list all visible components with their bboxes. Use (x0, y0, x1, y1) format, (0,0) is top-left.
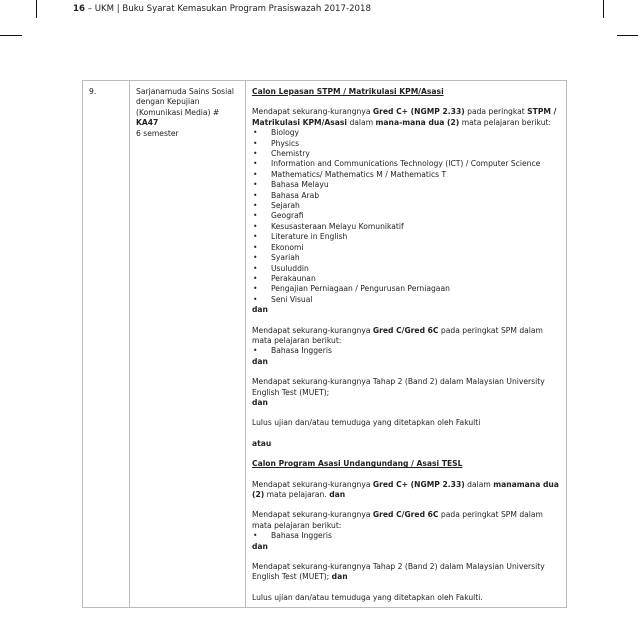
program-name: Sarjanamuda Sains Sosial dengan Kepujian (Komunikasi Media) # (136, 87, 234, 117)
stpm-muet: Mendapat sekurang-kurangnya Tahap 2 (Band 2) dalam Malaysian University English Test (MUET); (252, 377, 545, 397)
asasi-spm-subject-list (252, 531, 561, 541)
list-item: • Mathematics/ Mathematics M / Mathematics T (252, 170, 561, 180)
row-number-cell (83, 81, 130, 608)
stpm-requirement-1: Mendapat sekurang-kurangnya Gred C+ (NGMP 2.33) pada peringkat STPM / Matrikulasi KPM/Asasi dalam mana-mana dua (2) mata pelajaran berikut: (252, 107, 557, 127)
crop-mark-top-left (36, 0, 37, 18)
program-cell (130, 81, 246, 608)
program-duration: 6 semester (136, 128, 179, 138)
stpm-spm-subject-list (252, 346, 561, 356)
list-item: • Chemistry (252, 149, 561, 159)
page-number: 16 (73, 4, 85, 14)
list-item: • Bahasa Inggeris (252, 346, 561, 356)
program-code: KA47 (136, 118, 159, 128)
list-item: • Pengajian Perniagaan / Pengurusan Perniagaan (252, 284, 561, 294)
crop-mark-left (0, 35, 22, 36)
crop-mark-top-right (603, 0, 604, 18)
atau-label: atau (252, 438, 272, 448)
list-item: • Sejarah (252, 201, 561, 211)
list-item: • Geografi (252, 211, 561, 221)
page-header-title: – UKM | Buku Syarat Kemasukan Program Prasiswazah 2017-2018 (87, 4, 371, 14)
requirements-table (82, 80, 567, 608)
list-item: • Seni Visual (252, 295, 561, 305)
asasi-interview: Lulus ujian dan/atau temuduga yang ditetapkan oleh Fakulti. (252, 592, 483, 602)
row-number: 9. (89, 87, 97, 96)
stpm-dan-2: dan (252, 356, 268, 366)
stpm-dan-1: dan (252, 305, 268, 315)
list-item: • Syariah (252, 253, 561, 263)
list-item: • Kesusasteraan Melayu Komunikatif (252, 222, 561, 232)
asasi-requirement-2: Mendapat sekurang-kurangnya Gred C/Gred 6C pada peringkat SPM dalam mata pelajaran berikut: (252, 510, 543, 530)
list-item: • Usuluddin (252, 264, 561, 274)
requirements-cell (246, 81, 567, 608)
asasi-heading: Calon Program Asasi Undangundang / Asasi TESL (252, 459, 463, 469)
asasi-muet: Mendapat sekurang-kurangnya Tahap 2 (Band 2) dalam Malaysian University English Test (MUET); dan (252, 562, 545, 582)
list-item: • Bahasa Arab (252, 191, 561, 201)
page-header (73, 4, 371, 14)
stpm-subject-list (252, 128, 561, 305)
table-row (83, 81, 567, 608)
stpm-requirement-2: Mendapat sekurang-kurangnya Gred C/Gred 6C pada peringkat SPM dalam mata pelajaran berikut: (252, 325, 543, 345)
list-item: • Information and Communications Technology (ICT) / Computer Science (252, 159, 561, 169)
asasi-requirement-1: Mendapat sekurang-kurangnya Gred C+ (NGMP 2.33) dalam manamana dua (2) mata pelajaran. dan (252, 479, 559, 499)
stpm-dan-3: dan (252, 397, 268, 407)
list-item: • Ekonomi (252, 243, 561, 253)
stpm-heading: Calon Lepasan STPM / Matrikulasi KPM/Asasi (252, 87, 444, 96)
list-item: • Literature in English (252, 232, 561, 242)
stpm-interview: Lulus ujian dan/atau temuduga yang ditetapkan oleh Fakulti (252, 418, 481, 428)
list-item: • Bahasa Inggeris (252, 531, 561, 541)
list-item: • Biology (252, 128, 561, 138)
list-item: • Perakaunan (252, 274, 561, 284)
crop-mark-right (617, 35, 638, 36)
asasi-dan-1: dan (252, 541, 268, 551)
list-item: • Bahasa Melayu (252, 180, 561, 190)
list-item: • Physics (252, 139, 561, 149)
